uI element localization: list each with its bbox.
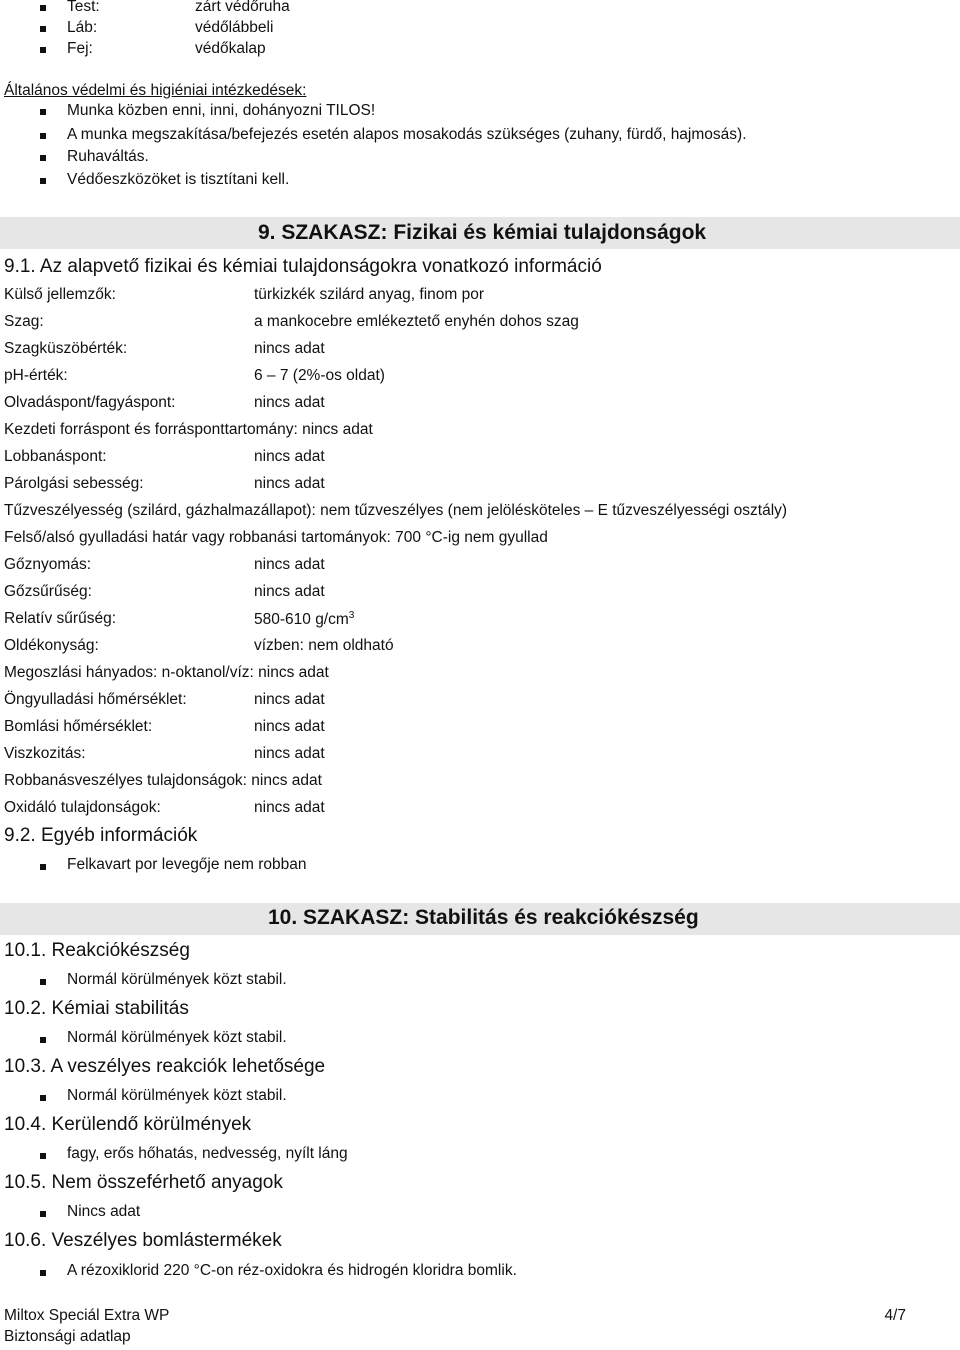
footer-page-number: 4/7 xyxy=(884,1307,906,1324)
bullet-icon xyxy=(40,155,46,161)
bullet-icon xyxy=(40,26,46,32)
prop-label: Oxidáló tulajdonságok: xyxy=(4,799,161,816)
bullet-icon xyxy=(40,1037,46,1043)
subsection-item: Normál körülmények közt stabil. xyxy=(67,971,287,988)
ppe-label: Test: xyxy=(67,0,100,15)
prop-label: Külső jellemzők: xyxy=(4,286,116,303)
bullet-icon xyxy=(40,109,46,115)
section9-title: 9. SZAKASZ: Fizikai és kémiai tulajdonságok xyxy=(258,221,707,244)
subsection-heading: 10.5. Nem összeférhető anyagok xyxy=(4,1172,283,1193)
prop-label: pH-érték: xyxy=(4,367,68,384)
bullet-icon xyxy=(40,1270,46,1276)
bullet-icon xyxy=(40,1153,46,1159)
prop-line: Robbanásveszélyes tulajdonságok: nincs adat xyxy=(4,772,322,789)
prop-label: Öngyulladási hőmérséklet: xyxy=(4,691,187,708)
bullet-icon xyxy=(40,133,46,139)
bullet-icon xyxy=(40,1095,46,1101)
prop-value: nincs adat xyxy=(254,475,325,492)
prop-label: Olvadáspont/fagyáspont: xyxy=(4,394,176,411)
prop-line: Megoszlási hányados: n-oktanol/víz: nincs adat xyxy=(4,664,329,681)
subsection-item: fagy, erős hőhatás, nedvesség, nyílt láng xyxy=(67,1145,348,1162)
ppe-value: zárt védőruha xyxy=(195,0,290,15)
prop-value: türkizkék szilárd anyag, finom por xyxy=(254,286,485,303)
subsection-heading: 10.1. Reakciókészség xyxy=(4,940,190,961)
hygiene-heading: Általános védelmi és higiéniai intézkedések: xyxy=(4,82,307,99)
subsection-item: A rézoxiklorid 220 °C-on réz-oxidokra és hidrogén kloridra bomlik. xyxy=(67,1262,517,1279)
hygiene-item: A munka megszakítása/befejezés esetén alapos mosakodás szükséges (zuhany, fürdő, hajmosás). xyxy=(67,126,747,143)
prop-label: Szagküszöbérték: xyxy=(4,340,128,357)
subsection-item: Nincs adat xyxy=(67,1203,141,1220)
prop-value: nincs adat xyxy=(254,745,325,762)
prop-value: nincs adat xyxy=(254,691,325,708)
prop-label: Párolgási sebesség: xyxy=(4,475,144,492)
ppe-value: védőlábbeli xyxy=(195,19,274,36)
prop-value: vízben: nem oldható xyxy=(254,637,394,654)
section9-2-heading: 9.2. Egyéb információk xyxy=(4,825,198,846)
hygiene-item: Védőeszközöket is tisztítani kell. xyxy=(67,171,290,188)
prop-value: nincs adat xyxy=(254,583,325,600)
bullet-icon xyxy=(40,5,46,11)
density-unit-exponent: 3 xyxy=(348,610,355,621)
bullet-icon xyxy=(40,47,46,53)
prop-line: Tűzveszélyesség (szilárd, gázhalmazállapot): nem tűzveszélyes (nem jelölésköteles – E tűzveszélyességi osztály) xyxy=(4,502,788,519)
section10-title: 10. SZAKASZ: Stabilitás és reakciókészség xyxy=(268,906,699,929)
prop-value: nincs adat xyxy=(254,556,325,573)
subsection-item: Normál körülmények közt stabil. xyxy=(67,1029,287,1046)
hygiene-item: Ruhaváltás. xyxy=(67,148,149,165)
prop-value: a mankocebre emlékeztető enyhén dohos szag xyxy=(254,313,579,330)
bullet-icon xyxy=(40,979,46,985)
prop-label: Gőzsűrűség: xyxy=(4,583,92,600)
prop-line: Felső/alsó gyulladási határ vagy robbanási tartományok: 700 °C-ig nem gyullad xyxy=(4,529,548,546)
section9-1-heading: 9.1. Az alapvető fizikai és kémiai tulajdonságokra vonatkozó információ xyxy=(4,256,602,277)
ppe-label: Fej: xyxy=(67,40,93,57)
prop-label: Relatív sűrűség: xyxy=(4,610,116,627)
subsection-heading: 10.4. Kerülendő körülmények xyxy=(4,1114,252,1135)
prop-value: 6 – 7 (2%-os oldat) xyxy=(254,367,385,384)
other-info-item: Felkavart por levegője nem robban xyxy=(67,856,307,873)
subsection-item: Normál körülmények közt stabil. xyxy=(67,1087,287,1104)
prop-value: nincs adat xyxy=(254,799,325,816)
prop-label: Viszkozitás: xyxy=(4,745,86,762)
density-value: 580-610 g/cm xyxy=(254,611,349,629)
subsection-heading: 10.2. Kémiai stabilitás xyxy=(4,998,189,1019)
prop-label: Bomlási hőmérséklet: xyxy=(4,718,153,735)
hygiene-item: Munka közben enni, inni, dohányozni TILOS! xyxy=(67,102,376,119)
bullet-icon xyxy=(40,864,46,870)
bullet-icon xyxy=(40,1211,46,1217)
prop-label: Szag: xyxy=(4,313,44,330)
subsection-heading: 10.6. Veszélyes bomlástermékek xyxy=(4,1230,282,1251)
bullet-icon xyxy=(40,178,46,184)
subsection-heading: 10.3. A veszélyes reakciók lehetősége xyxy=(4,1056,326,1077)
prop-value: nincs adat xyxy=(254,718,325,735)
prop-label: Oldékonyság: xyxy=(4,637,99,654)
footer-document-type: Biztonsági adatlap xyxy=(4,1328,131,1345)
prop-label: Lobbanáspont: xyxy=(4,448,107,465)
footer-product-name: Miltox Speciál Extra WP xyxy=(4,1307,170,1324)
prop-value: nincs adat xyxy=(254,340,325,357)
prop-value: nincs adat xyxy=(254,394,325,411)
ppe-value: védőkalap xyxy=(195,40,266,57)
prop-value: nincs adat xyxy=(254,448,325,465)
ppe-label: Láb: xyxy=(67,19,98,36)
prop-line: Kezdeti forráspont és forrásponttartomány: nincs adat xyxy=(4,421,373,438)
prop-value xyxy=(254,610,354,629)
prop-label: Gőznyomás: xyxy=(4,556,92,573)
